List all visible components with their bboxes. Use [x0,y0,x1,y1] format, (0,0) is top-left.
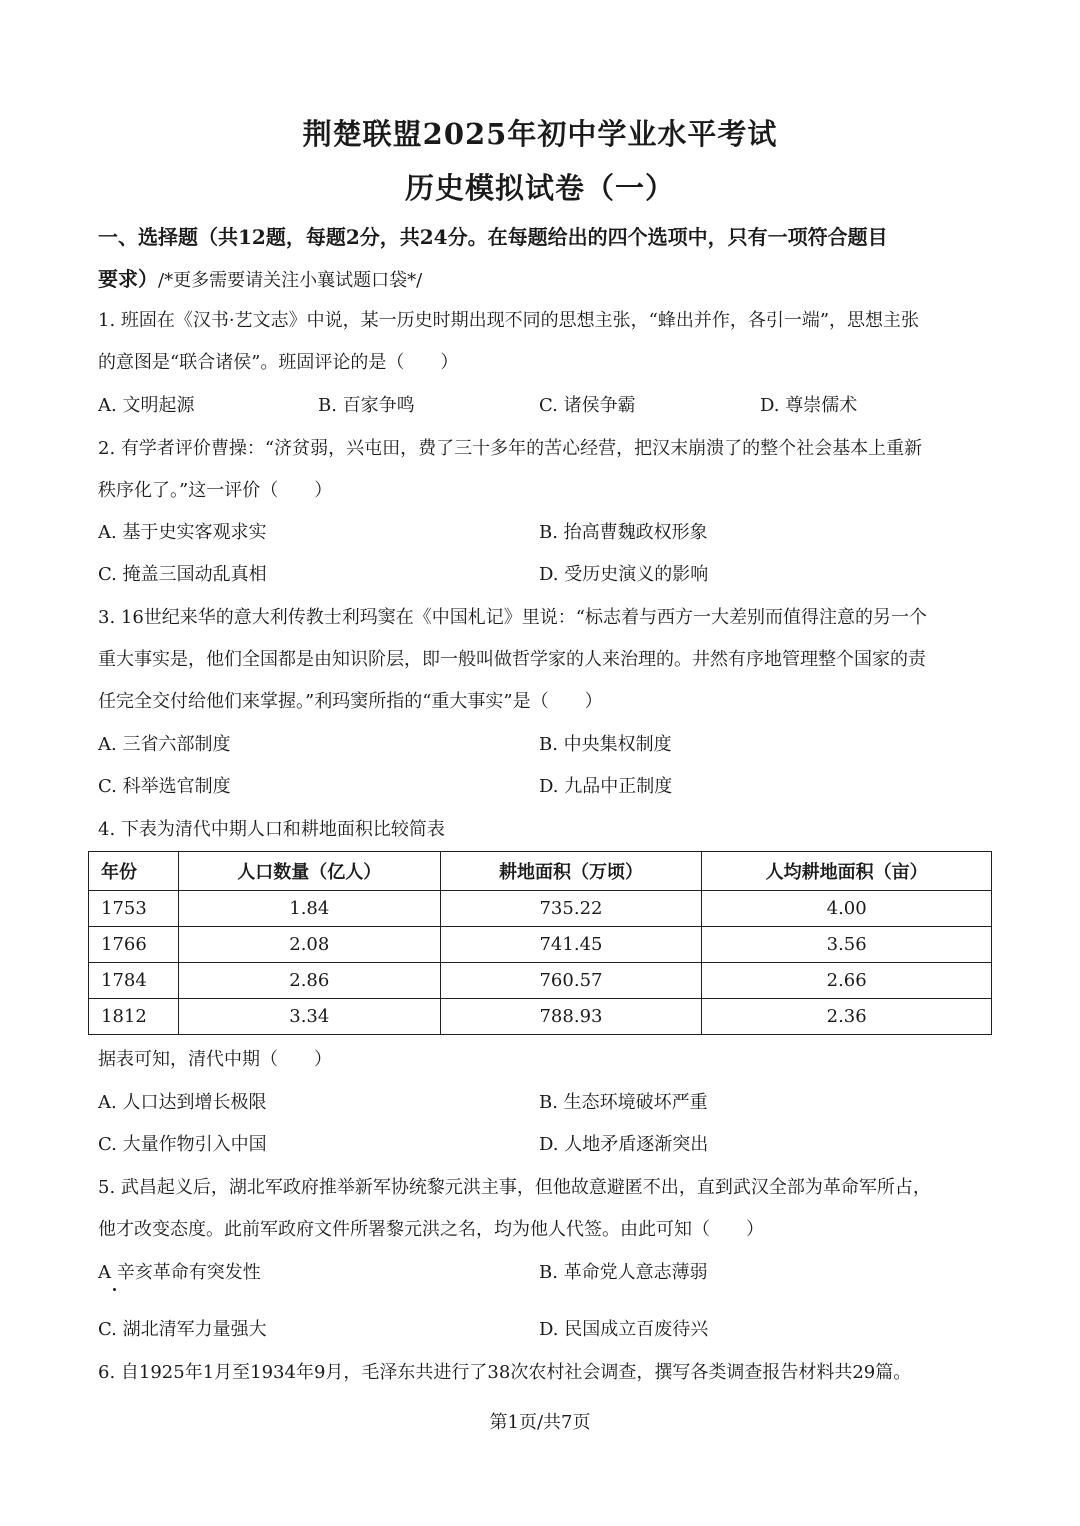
table-cell: 2.08 [178,927,440,963]
q5-option-b: B. 革命党人意志薄弱 [539,1262,708,1283]
q2-option-b: B. 抬高曹魏政权形象 [539,522,708,543]
q3-line3: 任完全交付给他们来掌握。”利玛窦所指的“重大事实”是（ ） [98,691,603,712]
table-cell: 3.56 [702,927,992,963]
q6-line1: 6. 自1925年1月至1934年9月，毛泽东共进行了38次农村社会调查，撰写各类调查报告材料共29篇。 [98,1362,912,1383]
q4-option-b: B. 生态环境破坏严重 [539,1092,708,1113]
section-heading [98,216,988,302]
q5-option-d: D. 民国成立百废待兴 [539,1319,709,1340]
exam-subtitle: 历史模拟试卷（一） [404,171,675,205]
q5-line2: 他才改变态度。此前军政府文件所署黎元洪之名，均为他人代签。由此可知（ ） [98,1219,764,1240]
table-cell: 2.86 [178,963,440,999]
q4-line1: 4. 下表为清代中期人口和耕地面积比较简表 [98,819,445,840]
table-header-row [89,852,992,891]
q3-option-a: A. 三省六部制度 [98,734,231,755]
table-row [89,963,992,999]
table-cell: 788.93 [440,999,702,1035]
q4-option-a: A. 人口达到增长极限 [98,1092,267,1113]
q5-option-c: C. 湖北清军力量强大 [98,1319,267,1340]
table-cell: 1.84 [178,891,440,927]
q3-line1: 3. 16世纪来华的意大利传教士利玛窦在《中国札记》里说：“标志着与西方一大差别而值得注意的另一个 [98,607,927,628]
q1-option-c: C. 诸侯争霸 [539,395,636,416]
q3-option-b: B. 中央集权制度 [539,734,672,755]
q4-after-table: 据表可知，清代中期（ ） [98,1049,332,1070]
q3-line2: 重大事实是，他们全国都是由知识阶层，即一般叫做哲学家的人来治理的。井然有序地管理整个国家的责 [98,649,926,670]
exam-title: 荆楚联盟2025年初中学业水平考试 [302,117,778,151]
population-table [88,851,992,1035]
q1-option-a: A. 文明起源 [98,395,195,416]
table-cell: 2.36 [702,999,992,1035]
q1-line1: 1. 班固在《汉书·艺文志》中说，某一历史时期出现不同的思想主张，“蜂出并作，各引一端”，思想主张 [98,310,920,331]
page-number: 第1页/共7页 [489,1412,591,1433]
table-cell: 1753 [89,891,179,927]
table-cell: 1784 [89,963,179,999]
table-cell: 741.45 [440,927,702,963]
q2-option-d: D. 受历史演义的影响 [539,564,709,585]
table-header-cell: 耕地面积（万顷） [440,852,702,891]
q1-line2: 的意图是“联合诸侯”。班固评论的是（ ） [98,352,459,373]
table-header-cell: 人均耕地面积（亩） [702,852,992,891]
q2-option-c: C. 掩盖三国动乱真相 [98,564,267,585]
table-row [89,891,992,927]
q3-option-c: C. 科举选官制度 [98,776,231,797]
table-cell: 3.34 [178,999,440,1035]
q5-line1: 5. 武昌起义后，湖北军政府推举新军协统黎元洪主事，但他故意避匿不出，直到武汉全部为革命军所占， [98,1177,931,1198]
q4-option-c: C. 大量作物引入中国 [98,1134,267,1155]
section-heading-line1: 一、选择题（共12题，每题2分，共24分。在每题给出的四个选项中，只有一项符合题目 [98,225,888,249]
stray-dot-mark [113,1288,116,1291]
q5-option-a: A 辛亥革命有突发性 [98,1262,261,1283]
table-row [89,999,992,1035]
section-heading-line2: 要求）/*更多需要请关注小襄试题口袋*/ [98,267,423,291]
table-header-cell: 年份 [89,852,179,891]
q2-line1: 2. 有学者评价曹操：“济贫弱，兴屯田，费了三十多年的苦心经营，把汉末崩溃了的整个社会基本上重新 [98,438,923,459]
table-cell: 2.66 [702,963,992,999]
table-header-cell: 人口数量（亿人） [178,852,440,891]
table-cell: 1812 [89,999,179,1035]
table-cell: 760.57 [440,963,702,999]
q1-option-b: B. 百家争鸣 [318,395,415,416]
table-cell: 4.00 [702,891,992,927]
section-note: /*更多需要请关注小襄试题口袋*/ [158,270,423,291]
table-cell: 735.22 [440,891,702,927]
q4-option-d: D. 人地矛盾逐渐突出 [539,1134,709,1155]
q1-option-d: D. 尊崇儒术 [760,395,858,416]
q2-line2: 秩序化了。”这一评价（ ） [98,480,333,501]
q2-option-a: A. 基于史实客观求实 [98,522,267,543]
table-cell: 1766 [89,927,179,963]
q3-option-d: D. 九品中正制度 [539,776,673,797]
table-row [89,927,992,963]
